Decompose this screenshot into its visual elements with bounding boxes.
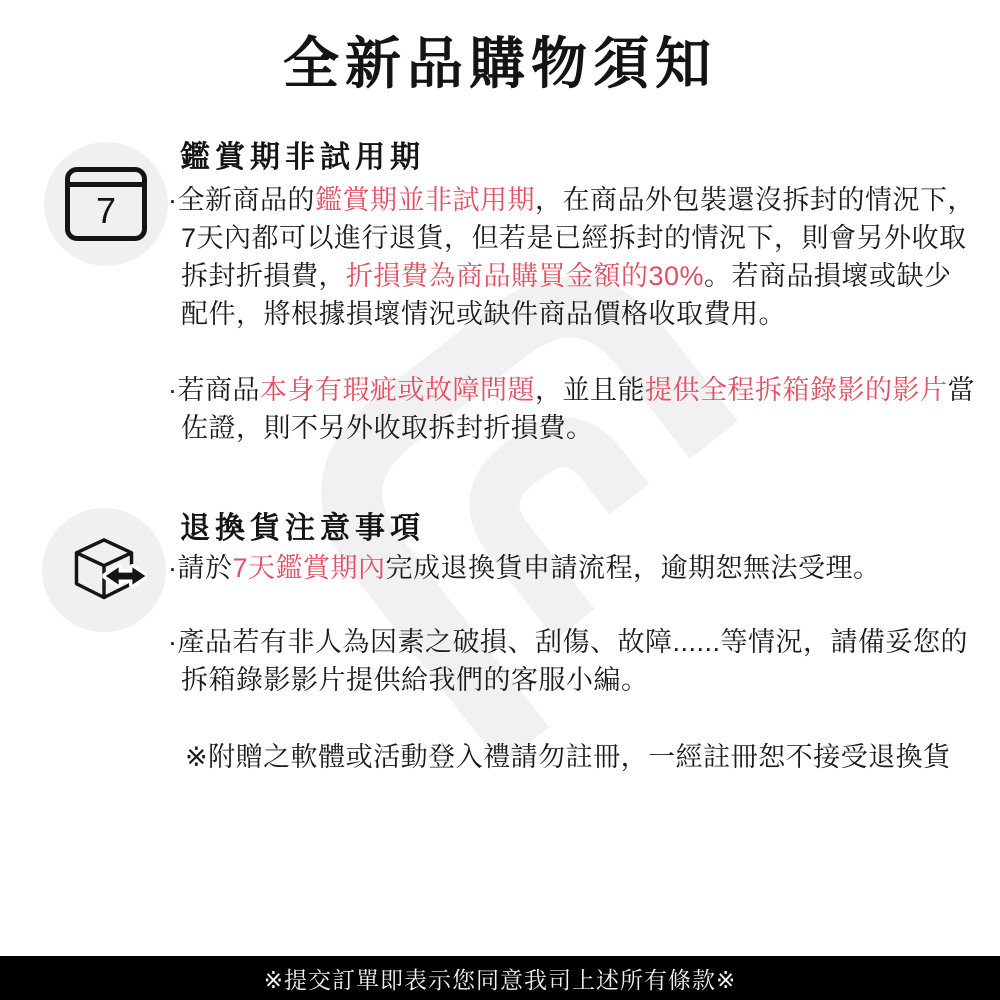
text-segment: 產品若有非人為因素之破損、刮傷、故障......等情況，請備妥您的拆箱錄影影片提供給我們的客服小編。 <box>177 627 969 695</box>
registration-note: ※附贈之軟體或活動登入禮請勿註冊，一經註冊恕不接受退換貨 <box>185 742 951 772</box>
text-segment: 。若商品損壞或缺少配件，將根據損壞情況或缺件商品價格收取費用。 <box>181 261 952 329</box>
text-segment: ，在商品外包裝還沒拆封的情況下，7天內都可以進行退貨，但若是已經拆封的情況下，則會另外收取拆封折損費， <box>181 185 975 291</box>
bullet-return-1 <box>168 549 975 587</box>
bullet-dot: · <box>168 553 178 583</box>
text-segment: 當佐證，則不另外收取拆封折損費。 <box>181 375 975 443</box>
bullet-dot: · <box>168 627 178 657</box>
bullet-appreciation-2 <box>168 371 975 447</box>
text-segment: ，並且能 <box>535 375 645 405</box>
bullet-return-2 <box>168 623 975 699</box>
bullet-dot: · <box>168 375 178 405</box>
text-segment-red: 7天鑑賞期內 <box>232 553 386 583</box>
calendar-day-number: 7 <box>95 189 117 231</box>
calendar-glyph <box>65 167 147 241</box>
box-exchange-icon <box>42 508 166 632</box>
text-segment-red: 提供全程拆箱錄影的影片 <box>645 375 948 405</box>
text-segment-red: 折損費為商品購買金額的30% <box>346 261 705 291</box>
footer-agreement-text: ※提交訂單即表示您同意我司上述所有條款※ <box>263 966 737 993</box>
box-exchange-glyph <box>61 527 147 613</box>
text-segment: 請於 <box>177 553 233 583</box>
text-segment: 全新商品的 <box>177 185 315 215</box>
text-segment-red: 鑑賞期並非試用期 <box>315 185 535 215</box>
text-segment: 若商品 <box>177 375 260 405</box>
text-segment-red: 本身有瑕疵或故障問題 <box>260 375 535 405</box>
page-title: 全新品購物須知 <box>283 32 717 95</box>
footer-agreement-bar <box>0 956 1000 1000</box>
section-heading-return: 退換貨注意事項 <box>180 512 425 545</box>
calendar-icon <box>44 142 168 266</box>
section-heading-appreciation: 鑑賞期非試用期 <box>180 141 425 174</box>
bullet-dot: · <box>168 185 178 215</box>
text-segment: 完成退換貨申請流程，逾期恕無法受理。 <box>385 553 881 583</box>
bullet-appreciation-1 <box>168 181 975 333</box>
